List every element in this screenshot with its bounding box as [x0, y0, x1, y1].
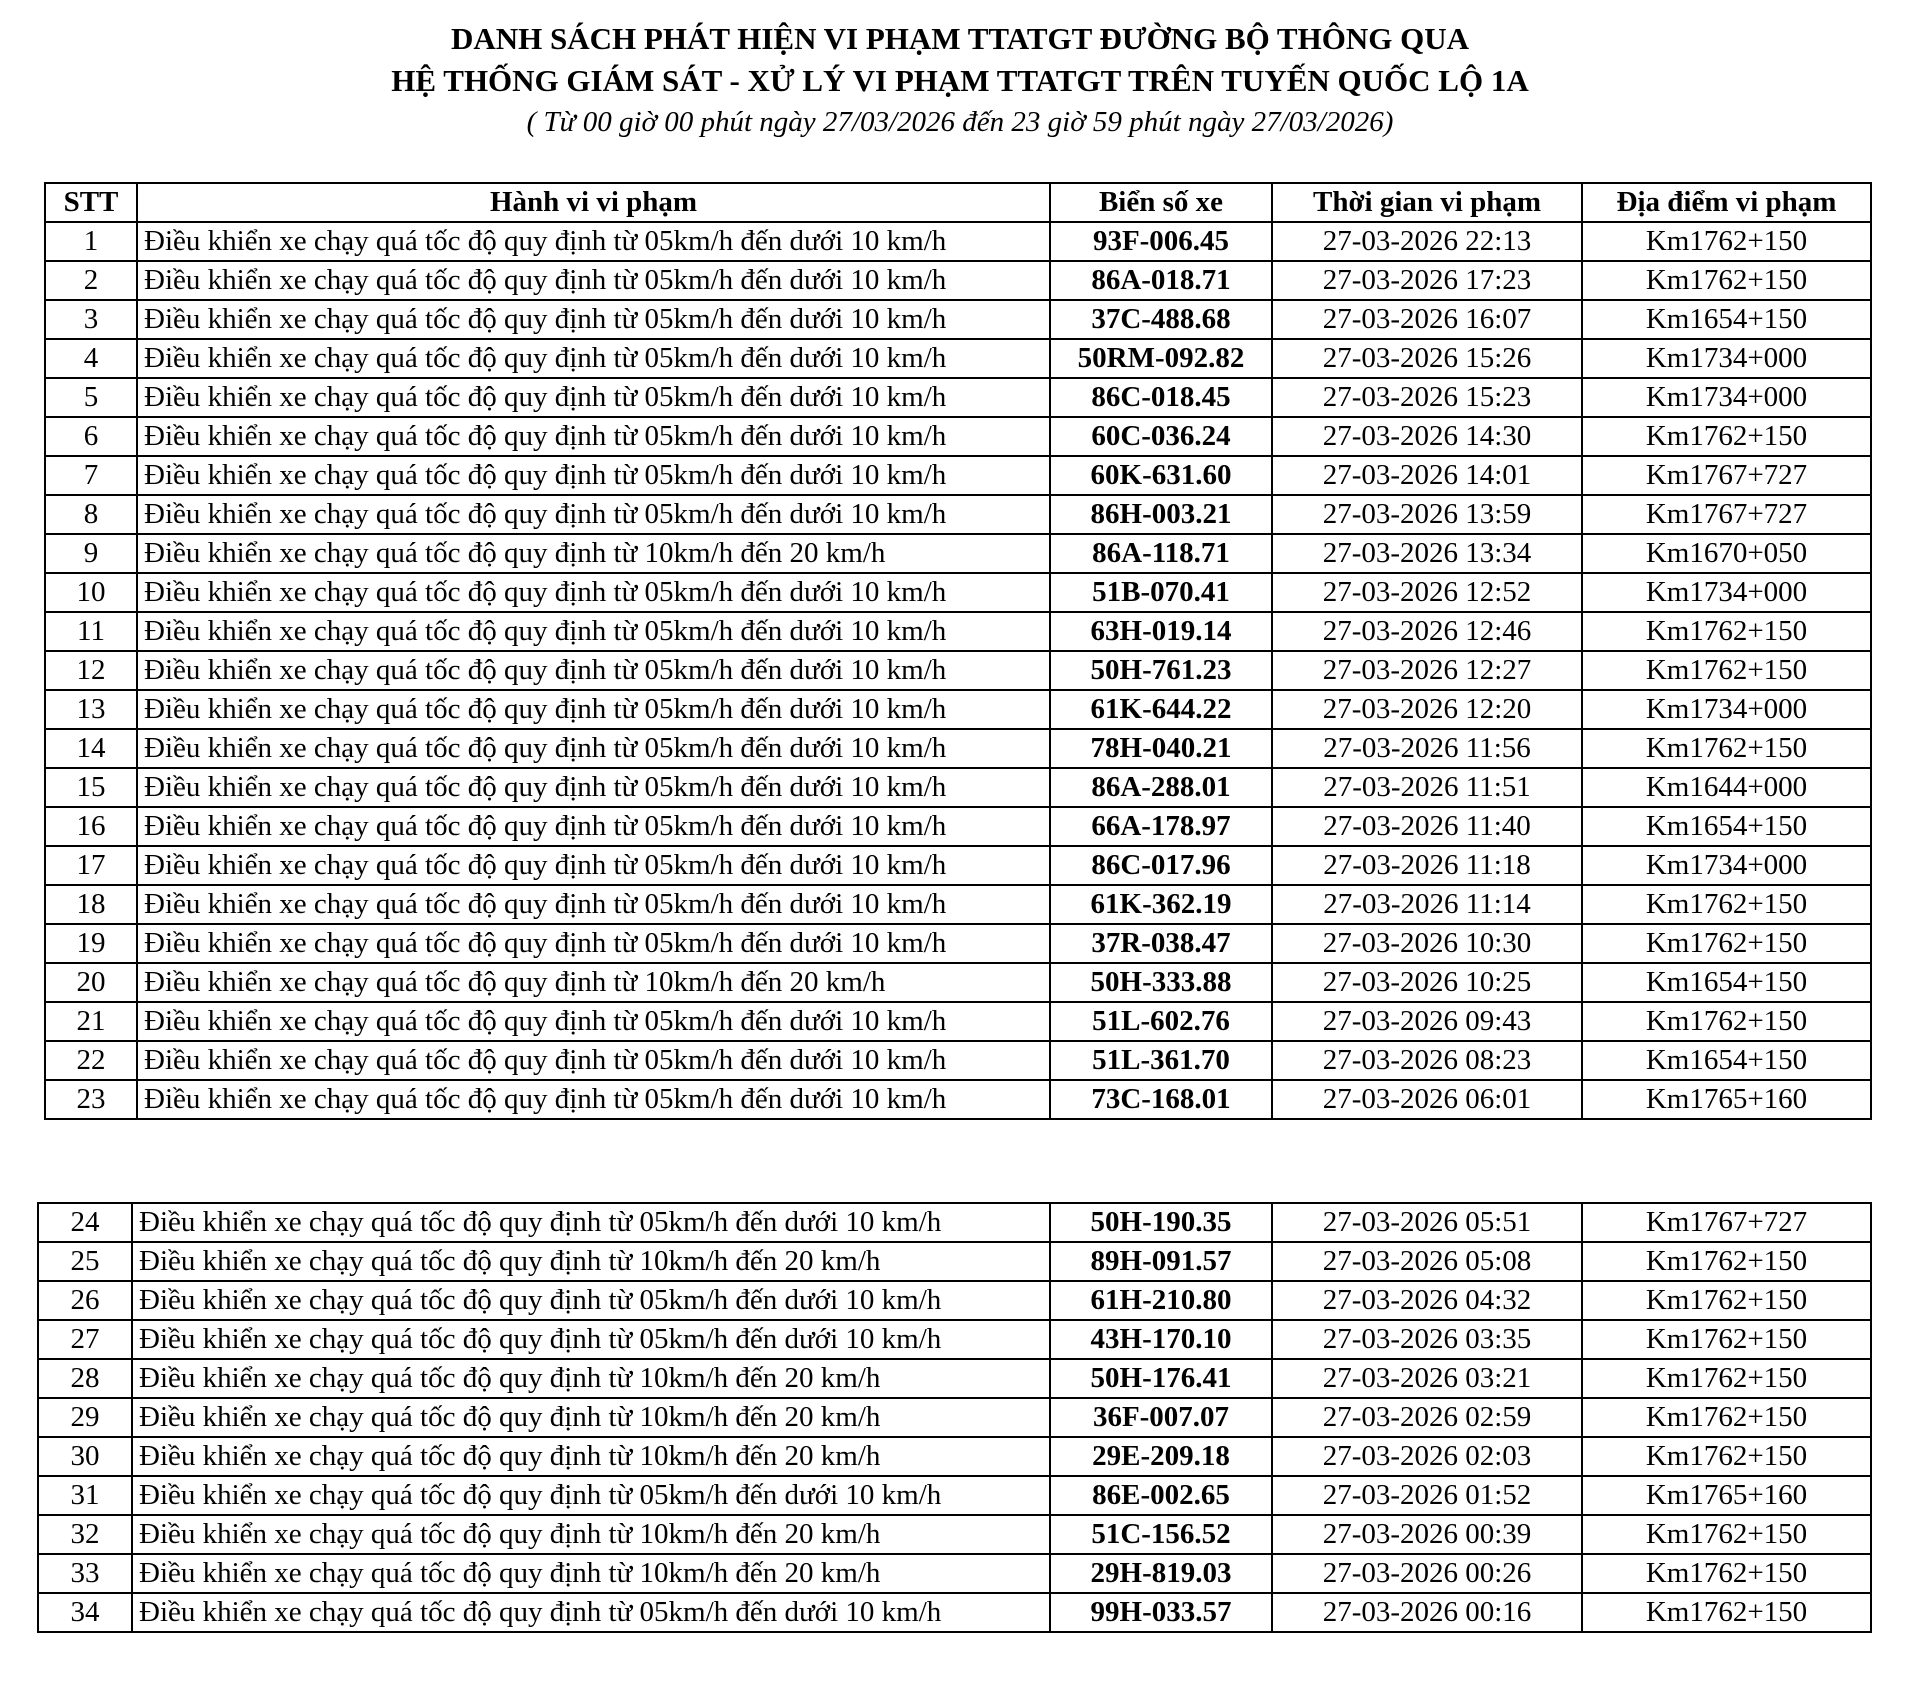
row-stt: 4 — [45, 339, 137, 378]
row-location: Km1762+150 — [1582, 1320, 1871, 1359]
row-stt: 22 — [45, 1041, 137, 1080]
table-row — [45, 768, 1871, 807]
row-location: Km1762+150 — [1582, 1242, 1871, 1281]
row-stt: 21 — [45, 1002, 137, 1041]
row-location: Km1762+150 — [1582, 651, 1871, 690]
row-plate: 51L-361.70 — [1050, 1041, 1272, 1080]
table-row — [45, 339, 1871, 378]
row-location: Km1765+160 — [1582, 1476, 1871, 1515]
row-time: 27-03-2026 11:56 — [1272, 729, 1582, 768]
row-time: 27-03-2026 11:18 — [1272, 846, 1582, 885]
row-violation: Điều khiển xe chạy quá tốc độ quy định từ 05km/h đến dưới 10 km/h — [137, 846, 1050, 885]
row-violation: Điều khiển xe chạy quá tốc độ quy định từ 05km/h đến dưới 10 km/h — [137, 924, 1050, 963]
row-stt: 31 — [38, 1476, 132, 1515]
row-location: Km1762+150 — [1582, 612, 1871, 651]
row-time: 27-03-2026 13:59 — [1272, 495, 1582, 534]
row-plate: 61K-644.22 — [1050, 690, 1272, 729]
table-body-part1 — [45, 222, 1871, 1119]
row-stt: 23 — [45, 1080, 137, 1119]
row-plate: 66A-178.97 — [1050, 807, 1272, 846]
row-time: 27-03-2026 10:25 — [1272, 963, 1582, 1002]
table-row — [45, 300, 1871, 339]
row-violation: Điều khiển xe chạy quá tốc độ quy định từ 05km/h đến dưới 10 km/h — [137, 339, 1050, 378]
row-plate: 50H-176.41 — [1050, 1359, 1272, 1398]
row-location: Km1734+000 — [1582, 339, 1871, 378]
row-violation: Điều khiển xe chạy quá tốc độ quy định từ 05km/h đến dưới 10 km/h — [137, 1080, 1050, 1119]
row-stt: 9 — [45, 534, 137, 573]
table-row — [38, 1281, 1871, 1320]
row-stt: 3 — [45, 300, 137, 339]
row-location: Km1762+150 — [1582, 924, 1871, 963]
row-violation: Điều khiển xe chạy quá tốc độ quy định từ 10km/h đến 20 km/h — [132, 1359, 1050, 1398]
row-stt: 5 — [45, 378, 137, 417]
row-stt: 1 — [45, 222, 137, 261]
row-violation: Điều khiển xe chạy quá tốc độ quy định từ 05km/h đến dưới 10 km/h — [137, 300, 1050, 339]
row-plate: 86H-003.21 — [1050, 495, 1272, 534]
table-row — [45, 456, 1871, 495]
row-violation: Điều khiển xe chạy quá tốc độ quy định từ 05km/h đến dưới 10 km/h — [132, 1593, 1050, 1632]
row-stt: 6 — [45, 417, 137, 456]
row-location: Km1654+150 — [1582, 807, 1871, 846]
row-violation: Điều khiển xe chạy quá tốc độ quy định từ 05km/h đến dưới 10 km/h — [137, 1041, 1050, 1080]
row-stt: 8 — [45, 495, 137, 534]
row-stt: 25 — [38, 1242, 132, 1281]
row-location: Km1762+150 — [1582, 885, 1871, 924]
row-location: Km1762+150 — [1582, 1437, 1871, 1476]
table-row — [45, 1041, 1871, 1080]
header-location: Địa điểm vi phạm — [1582, 183, 1871, 222]
row-violation: Điều khiển xe chạy quá tốc độ quy định từ 05km/h đến dưới 10 km/h — [132, 1281, 1050, 1320]
row-plate: 50H-190.35 — [1050, 1203, 1272, 1242]
table-row — [45, 690, 1871, 729]
row-location: Km1762+150 — [1582, 1515, 1871, 1554]
table-header-row — [45, 183, 1871, 222]
row-time: 27-03-2026 01:52 — [1272, 1476, 1582, 1515]
row-location: Km1654+150 — [1582, 1041, 1871, 1080]
row-location: Km1762+150 — [1582, 222, 1871, 261]
table-row — [45, 846, 1871, 885]
row-stt: 13 — [45, 690, 137, 729]
row-time: 27-03-2026 04:32 — [1272, 1281, 1582, 1320]
row-stt: 32 — [38, 1515, 132, 1554]
document-title-line2: HỆ THỐNG GIÁM SÁT - XỬ LÝ VI PHẠM TTATGT TRÊN TUYẾN QUỐC LỘ 1A — [391, 63, 1529, 98]
row-stt: 15 — [45, 768, 137, 807]
row-violation: Điều khiển xe chạy quá tốc độ quy định từ 05km/h đến dưới 10 km/h — [137, 417, 1050, 456]
row-time: 27-03-2026 06:01 — [1272, 1080, 1582, 1119]
row-time: 27-03-2026 12:46 — [1272, 612, 1582, 651]
table-row — [45, 222, 1871, 261]
row-violation: Điều khiển xe chạy quá tốc độ quy định từ 05km/h đến dưới 10 km/h — [137, 807, 1050, 846]
row-stt: 27 — [38, 1320, 132, 1359]
row-violation: Điều khiển xe chạy quá tốc độ quy định từ 10km/h đến 20 km/h — [132, 1242, 1050, 1281]
row-stt: 12 — [45, 651, 137, 690]
row-location: Km1762+150 — [1582, 729, 1871, 768]
row-location: Km1762+150 — [1582, 261, 1871, 300]
row-plate: 51B-070.41 — [1050, 573, 1272, 612]
row-violation: Điều khiển xe chạy quá tốc độ quy định từ 10km/h đến 20 km/h — [132, 1437, 1050, 1476]
violations-table-part2 — [37, 1202, 1872, 1633]
row-time: 27-03-2026 00:26 — [1272, 1554, 1582, 1593]
row-plate: 50RM-092.82 — [1050, 339, 1272, 378]
row-location: Km1762+150 — [1582, 417, 1871, 456]
row-time: 27-03-2026 00:16 — [1272, 1593, 1582, 1632]
table-row — [38, 1437, 1871, 1476]
row-location: Km1767+727 — [1582, 1203, 1871, 1242]
row-violation: Điều khiển xe chạy quá tốc độ quy định từ 05km/h đến dưới 10 km/h — [137, 456, 1050, 495]
table-row — [45, 534, 1871, 573]
table-row — [45, 573, 1871, 612]
row-stt: 33 — [38, 1554, 132, 1593]
row-location: Km1767+727 — [1582, 495, 1871, 534]
row-stt: 34 — [38, 1593, 132, 1632]
table-row — [38, 1242, 1871, 1281]
row-stt: 16 — [45, 807, 137, 846]
table-row — [45, 729, 1871, 768]
row-location: Km1762+150 — [1582, 1398, 1871, 1437]
header-time: Thời gian vi phạm — [1272, 183, 1582, 222]
row-location: Km1734+000 — [1582, 846, 1871, 885]
row-location: Km1762+150 — [1582, 1359, 1871, 1398]
row-plate: 37C-488.68 — [1050, 300, 1272, 339]
violations-table-part1 — [44, 182, 1872, 1120]
row-time: 27-03-2026 11:51 — [1272, 768, 1582, 807]
row-time: 27-03-2026 03:21 — [1272, 1359, 1582, 1398]
row-stt: 7 — [45, 456, 137, 495]
table-row — [38, 1554, 1871, 1593]
row-location: Km1765+160 — [1582, 1080, 1871, 1119]
row-time: 27-03-2026 11:14 — [1272, 885, 1582, 924]
row-time: 27-03-2026 12:20 — [1272, 690, 1582, 729]
row-plate: 63H-019.14 — [1050, 612, 1272, 651]
row-violation: Điều khiển xe chạy quá tốc độ quy định từ 05km/h đến dưới 10 km/h — [137, 573, 1050, 612]
row-plate: 50H-761.23 — [1050, 651, 1272, 690]
row-stt: 10 — [45, 573, 137, 612]
row-violation: Điều khiển xe chạy quá tốc độ quy định từ 05km/h đến dưới 10 km/h — [137, 612, 1050, 651]
row-location: Km1734+000 — [1582, 378, 1871, 417]
row-stt: 29 — [38, 1398, 132, 1437]
row-time: 27-03-2026 02:03 — [1272, 1437, 1582, 1476]
row-stt: 26 — [38, 1281, 132, 1320]
table-row — [38, 1320, 1871, 1359]
row-time: 27-03-2026 12:52 — [1272, 573, 1582, 612]
table-body-part2 — [38, 1203, 1871, 1632]
table-row — [45, 612, 1871, 651]
row-violation: Điều khiển xe chạy quá tốc độ quy định từ 05km/h đến dưới 10 km/h — [137, 222, 1050, 261]
row-plate: 61H-210.80 — [1050, 1281, 1272, 1320]
row-location: Km1762+150 — [1582, 1554, 1871, 1593]
row-plate: 86C-018.45 — [1050, 378, 1272, 417]
header-stt: STT — [45, 183, 137, 222]
row-stt: 30 — [38, 1437, 132, 1476]
row-time: 27-03-2026 11:40 — [1272, 807, 1582, 846]
row-plate: 29H-819.03 — [1050, 1554, 1272, 1593]
row-violation: Điều khiển xe chạy quá tốc độ quy định từ 05km/h đến dưới 10 km/h — [137, 1002, 1050, 1041]
row-plate: 86A-288.01 — [1050, 768, 1272, 807]
table-row — [45, 963, 1871, 1002]
row-plate: 51L-602.76 — [1050, 1002, 1272, 1041]
row-plate: 86C-017.96 — [1050, 846, 1272, 885]
row-time: 27-03-2026 13:34 — [1272, 534, 1582, 573]
row-location: Km1654+150 — [1582, 963, 1871, 1002]
row-plate: 89H-091.57 — [1050, 1242, 1272, 1281]
row-time: 27-03-2026 14:30 — [1272, 417, 1582, 456]
row-violation: Điều khiển xe chạy quá tốc độ quy định từ 05km/h đến dưới 10 km/h — [137, 651, 1050, 690]
row-violation: Điều khiển xe chạy quá tốc độ quy định từ 05km/h đến dưới 10 km/h — [132, 1476, 1050, 1515]
table-row — [45, 495, 1871, 534]
row-stt: 28 — [38, 1359, 132, 1398]
table-row — [38, 1476, 1871, 1515]
table-row — [45, 807, 1871, 846]
row-plate: 51C-156.52 — [1050, 1515, 1272, 1554]
row-plate: 73C-168.01 — [1050, 1080, 1272, 1119]
row-violation: Điều khiển xe chạy quá tốc độ quy định từ 10km/h đến 20 km/h — [132, 1554, 1050, 1593]
table-row — [45, 651, 1871, 690]
row-violation: Điều khiển xe chạy quá tốc độ quy định từ 10km/h đến 20 km/h — [137, 963, 1050, 1002]
table-row — [45, 1002, 1871, 1041]
row-location: Km1767+727 — [1582, 456, 1871, 495]
header-plate: Biển số xe — [1050, 183, 1272, 222]
table-row — [38, 1593, 1871, 1632]
row-time: 27-03-2026 02:59 — [1272, 1398, 1582, 1437]
row-plate: 86A-118.71 — [1050, 534, 1272, 573]
row-location: Km1734+000 — [1582, 690, 1871, 729]
table-row — [45, 261, 1871, 300]
row-violation: Điều khiển xe chạy quá tốc độ quy định từ 05km/h đến dưới 10 km/h — [132, 1320, 1050, 1359]
row-time: 27-03-2026 05:51 — [1272, 1203, 1582, 1242]
table-row — [38, 1398, 1871, 1437]
row-plate: 43H-170.10 — [1050, 1320, 1272, 1359]
row-violation: Điều khiển xe chạy quá tốc độ quy định từ 05km/h đến dưới 10 km/h — [137, 261, 1050, 300]
row-stt: 19 — [45, 924, 137, 963]
row-violation: Điều khiển xe chạy quá tốc độ quy định từ 05km/h đến dưới 10 km/h — [137, 495, 1050, 534]
row-plate: 60K-631.60 — [1050, 456, 1272, 495]
row-plate: 61K-362.19 — [1050, 885, 1272, 924]
table-row — [45, 378, 1871, 417]
row-violation: Điều khiển xe chạy quá tốc độ quy định từ 10km/h đến 20 km/h — [137, 534, 1050, 573]
row-plate: 86A-018.71 — [1050, 261, 1272, 300]
row-time: 27-03-2026 15:26 — [1272, 339, 1582, 378]
row-violation: Điều khiển xe chạy quá tốc độ quy định từ 05km/h đến dưới 10 km/h — [137, 729, 1050, 768]
row-plate: 36F-007.07 — [1050, 1398, 1272, 1437]
row-plate: 86E-002.65 — [1050, 1476, 1272, 1515]
row-time: 27-03-2026 14:01 — [1272, 456, 1582, 495]
header-violation: Hành vi vi phạm — [137, 183, 1050, 222]
row-time: 27-03-2026 09:43 — [1272, 1002, 1582, 1041]
row-time: 27-03-2026 15:23 — [1272, 378, 1582, 417]
row-violation: Điều khiển xe chạy quá tốc độ quy định từ 05km/h đến dưới 10 km/h — [132, 1203, 1050, 1242]
row-stt: 14 — [45, 729, 137, 768]
row-location: Km1670+050 — [1582, 534, 1871, 573]
table-row — [38, 1515, 1871, 1554]
document-title-line1: DANH SÁCH PHÁT HIỆN VI PHẠM TTATGT ĐƯỜNG BỘ THÔNG QUA — [451, 21, 1469, 56]
table-row — [45, 417, 1871, 456]
row-violation: Điều khiển xe chạy quá tốc độ quy định từ 10km/h đến 20 km/h — [132, 1515, 1050, 1554]
row-plate: 93F-006.45 — [1050, 222, 1272, 261]
row-violation: Điều khiển xe chạy quá tốc độ quy định từ 10km/h đến 20 km/h — [132, 1398, 1050, 1437]
table-row — [45, 924, 1871, 963]
row-location: Km1734+000 — [1582, 573, 1871, 612]
row-time: 27-03-2026 03:35 — [1272, 1320, 1582, 1359]
row-violation: Điều khiển xe chạy quá tốc độ quy định từ 05km/h đến dưới 10 km/h — [137, 690, 1050, 729]
row-stt: 2 — [45, 261, 137, 300]
row-plate: 29E-209.18 — [1050, 1437, 1272, 1476]
row-stt: 24 — [38, 1203, 132, 1242]
row-plate: 99H-033.57 — [1050, 1593, 1272, 1632]
row-stt: 17 — [45, 846, 137, 885]
row-plate: 60C-036.24 — [1050, 417, 1272, 456]
row-plate: 37R-038.47 — [1050, 924, 1272, 963]
row-violation: Điều khiển xe chạy quá tốc độ quy định từ 05km/h đến dưới 10 km/h — [137, 885, 1050, 924]
table-row — [45, 1080, 1871, 1119]
row-stt: 18 — [45, 885, 137, 924]
table-row — [38, 1203, 1871, 1242]
row-stt: 11 — [45, 612, 137, 651]
table-row — [38, 1359, 1871, 1398]
row-plate: 78H-040.21 — [1050, 729, 1272, 768]
table-row — [45, 885, 1871, 924]
document-subtitle: ( Từ 00 giờ 00 phút ngày 27/03/2026 đến 23 giờ 59 phút ngày 27/03/2026) — [526, 106, 1394, 138]
row-time: 27-03-2026 05:08 — [1272, 1242, 1582, 1281]
row-location: Km1762+150 — [1582, 1281, 1871, 1320]
row-violation: Điều khiển xe chạy quá tốc độ quy định từ 05km/h đến dưới 10 km/h — [137, 768, 1050, 807]
row-time: 27-03-2026 17:23 — [1272, 261, 1582, 300]
row-location: Km1762+150 — [1582, 1002, 1871, 1041]
row-violation: Điều khiển xe chạy quá tốc độ quy định từ 05km/h đến dưới 10 km/h — [137, 378, 1050, 417]
row-stt: 20 — [45, 963, 137, 1002]
row-location: Km1644+000 — [1582, 768, 1871, 807]
row-time: 27-03-2026 12:27 — [1272, 651, 1582, 690]
row-plate: 50H-333.88 — [1050, 963, 1272, 1002]
row-time: 27-03-2026 10:30 — [1272, 924, 1582, 963]
row-time: 27-03-2026 08:23 — [1272, 1041, 1582, 1080]
row-time: 27-03-2026 22:13 — [1272, 222, 1582, 261]
row-time: 27-03-2026 16:07 — [1272, 300, 1582, 339]
row-time: 27-03-2026 00:39 — [1272, 1515, 1582, 1554]
row-location: Km1762+150 — [1582, 1593, 1871, 1632]
row-location: Km1654+150 — [1582, 300, 1871, 339]
